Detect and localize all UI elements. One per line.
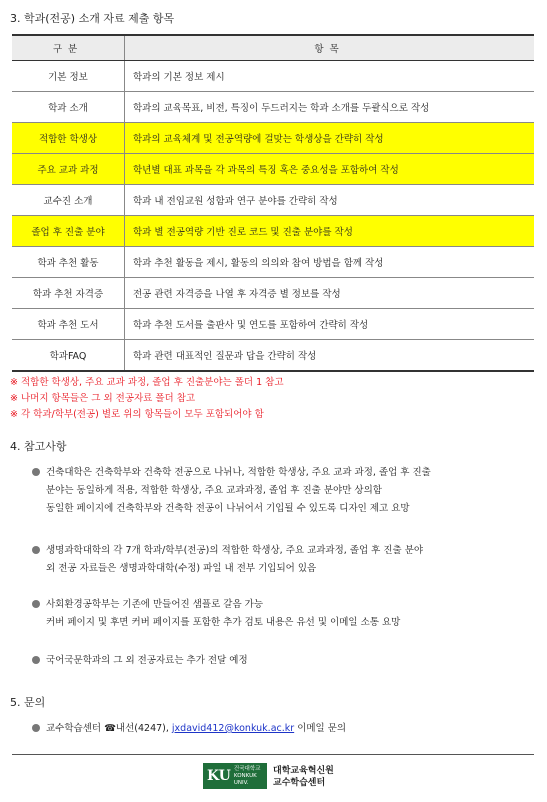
note-line: ※ 적합한 학생상, 주요 교과 과정, 졸업 후 진출분야는 폴더 1 참고	[10, 377, 284, 388]
row-category: 기본 정보	[12, 61, 125, 92]
section5-title: 5. 문의	[10, 696, 46, 709]
email-link[interactable]: jxdavid412@konkuk.ac.kr	[171, 723, 295, 734]
reference-line: 사회환경공학부는 기존에 만들어진 샘플로 갈음 가능	[46, 599, 263, 610]
row-description: 학과 추천 활동을 제시, 활동의 의의와 참여 방법을 함께 작성	[125, 247, 535, 278]
reference-line: 동일한 페이지에 건축학부와 건축학 전공이 나뉘어서 기입될 수 있도록 디자인 제고 요망	[46, 503, 410, 514]
table-row	[12, 309, 534, 340]
footer-divider	[12, 754, 534, 755]
org-line2: 교수학습센터	[273, 778, 326, 788]
row-category: 학과 추천 활동	[12, 247, 125, 278]
table-row	[12, 185, 534, 216]
row-description: 학과의 기본 정보 제시	[125, 61, 535, 92]
bullet-icon	[32, 600, 40, 608]
row-description: 학과의 교육체계 및 전공역량에 걸맞는 학생상을 간략히 작성	[125, 123, 535, 154]
contact-suffix: 이메일 문의	[294, 723, 347, 734]
row-category: 졸업 후 진출 분야	[12, 216, 125, 247]
table-header-row	[12, 35, 534, 61]
row-description: 학과 관련 대표적인 질문과 답을 간략히 작성	[125, 340, 535, 372]
logo-mark: KU	[207, 768, 231, 784]
table-row	[12, 247, 534, 278]
row-description: 학과의 교육목표, 비전, 특징이 두드러지는 학과 소개를 두괄식으로 작성	[125, 92, 535, 123]
logo-wordmark: 건국대학교 KONKUK UNIV.	[233, 765, 261, 786]
table-row	[12, 92, 534, 123]
header-category: 구분	[12, 35, 125, 61]
university-logo	[203, 763, 267, 789]
reference-line: 국어국문학과의 그 외 전공자료는 추가 전달 예정	[46, 655, 248, 666]
contact-item	[32, 720, 537, 738]
row-category: 교수진 소개	[12, 185, 125, 216]
row-category: 학과FAQ	[12, 340, 125, 372]
row-category: 학과 소개	[12, 92, 125, 123]
table-row	[12, 123, 534, 154]
row-category: 학과 추천 도서	[12, 309, 125, 340]
row-description: 학과 별 전공역량 기반 진로 코드 및 진출 분야를 작성	[125, 216, 535, 247]
contact-text: 교수학습센터 ☎내선(4247),	[46, 723, 172, 734]
reference-item	[32, 596, 537, 632]
reference-line: 외 전공 자료들은 생명과학대학(수정) 파일 내 전부 기입되어 있음	[46, 563, 317, 574]
row-category: 주요 교과 과정	[12, 154, 125, 185]
row-description: 학년별 대표 과목을 각 과목의 특징 혹은 중요성을 포함하여 작성	[125, 154, 535, 185]
reference-item	[32, 464, 537, 518]
bullet-icon	[32, 468, 40, 476]
items-table	[12, 34, 534, 372]
reference-line: 커버 페이지 및 후면 커버 페이지를 포함한 추가 검토 내용은 유선 및 이메일 소통 요망	[46, 617, 401, 628]
row-description: 전공 관련 자격증을 나열 후 자격증 별 정보를 작성	[125, 278, 535, 309]
row-category: 적합한 학생상	[12, 123, 125, 154]
reference-line: 생명과학대학의 각 7개 학과/학부(전공)의 적합한 학생상, 주요 교과과정, 졸업 후 진출 분야	[46, 545, 424, 556]
reference-item	[32, 652, 537, 670]
table-row	[12, 154, 534, 185]
table-row	[12, 340, 534, 372]
center-name	[273, 765, 334, 789]
reference-item	[32, 542, 537, 578]
section3-title: 3. 학과(전공) 소개 자료 제출 항목	[10, 12, 175, 25]
table-row	[12, 278, 534, 309]
header-item: 항목	[125, 35, 535, 61]
bullet-icon	[32, 546, 40, 554]
reference-line: 분야는 동일하게 적용, 적합한 학생상, 주요 교과과정, 졸업 후 진출 분야만 상의함	[46, 485, 382, 496]
note-line: ※ 나머지 항목들은 그 외 전공자료 폴더 참고	[10, 393, 196, 404]
notes	[10, 375, 284, 423]
org-line1: 대학교육혁신원	[273, 766, 334, 776]
bullet-icon	[32, 656, 40, 664]
section4-title: 4. 참고사항	[10, 440, 67, 453]
row-description: 학과 추천 도서를 출판사 및 연도를 포함하여 간략히 작성	[125, 309, 535, 340]
note-line: ※ 각 학과/학부(전공) 별로 위의 항목들이 모두 포함되어야 함	[10, 409, 264, 420]
table-row	[12, 61, 534, 92]
row-category: 학과 추천 자격증	[12, 278, 125, 309]
row-description: 학과 내 전임교원 성함과 연구 분야를 간략히 작성	[125, 185, 535, 216]
bullet-icon	[32, 724, 40, 732]
reference-line: 건축대학은 건축학부와 건축학 전공으로 나뉘나, 적합한 학생상, 주요 교과 과정, 졸업 후 진출	[46, 467, 431, 478]
table-row	[12, 216, 534, 247]
